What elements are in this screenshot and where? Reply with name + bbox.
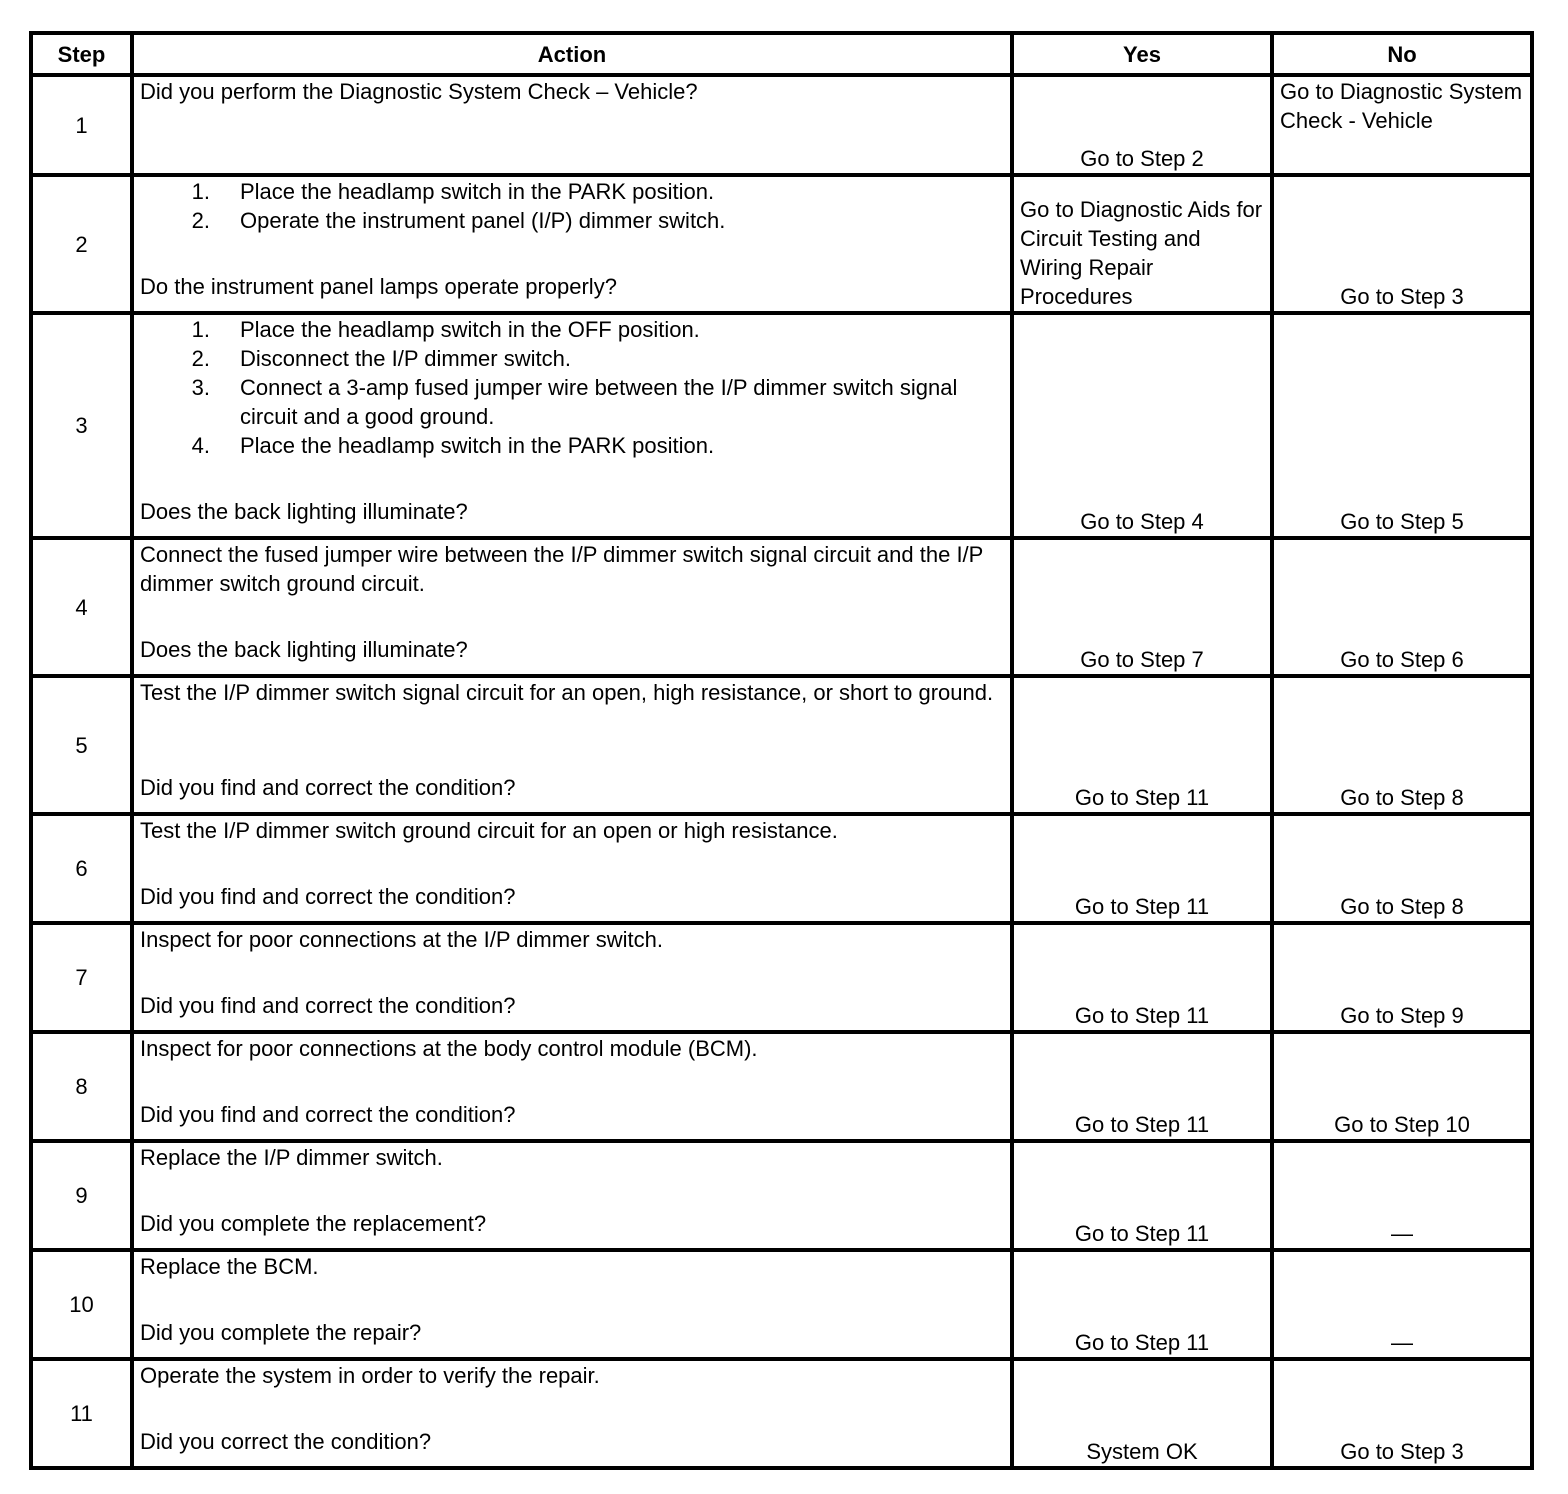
no-cell: Go to Diagnostic System Check - Vehicle (1272, 75, 1532, 175)
action-cell (132, 814, 1012, 923)
table-row (31, 538, 1532, 676)
action-question: Do the instrument panel lamps operate properly? (140, 274, 617, 299)
action-question: Did you complete the repair? (140, 1320, 422, 1345)
yes-cell: Go to Step 2 (1012, 75, 1272, 175)
action-steps (140, 315, 1004, 460)
table-row (31, 923, 1532, 1032)
action-step-item: 3. Connect a 3-amp fused jumper wire between the I/P dimmer switch signal circuit and a good ground. (191, 375, 958, 429)
action-question: Did you correct the condition? (140, 1429, 432, 1454)
action-question: Does the back lighting illuminate? (140, 499, 468, 524)
action-cell (132, 538, 1012, 676)
action-step-item: 2. Operate the instrument panel (I/P) dimmer switch. (191, 208, 726, 233)
no-cell: Go to Step 9 (1272, 923, 1532, 1032)
action-cell (132, 676, 1012, 814)
header-row (31, 33, 1532, 75)
step-number: 10 (31, 1250, 132, 1359)
step-number: 5 (31, 676, 132, 814)
no-cell: Go to Step 3 (1272, 1359, 1532, 1468)
table-row (31, 1250, 1532, 1359)
action-cell (132, 923, 1012, 1032)
action-text: Replace the I/P dimmer switch. (140, 1145, 443, 1170)
action-question: Did you find and correct the condition? (140, 993, 516, 1018)
no-cell: Go to Step 8 (1272, 676, 1532, 814)
step-number: 11 (31, 1359, 132, 1468)
yes-cell: Go to Diagnostic Aids for Circuit Testing and Wiring Repair Procedures (1012, 175, 1272, 313)
step-number: 3 (31, 313, 132, 538)
action-cell (132, 313, 1012, 538)
table-row (31, 676, 1532, 814)
table-row (31, 814, 1532, 923)
action-question: Did you find and correct the condition? (140, 1102, 516, 1127)
action-cell (132, 1359, 1012, 1468)
action-text: Connect the fused jumper wire between the I/P dimmer switch signal circuit and the I/P dimmer switch ground circuit. (140, 542, 983, 596)
action-text: Replace the BCM. (140, 1254, 319, 1279)
table-row (31, 75, 1532, 175)
yes-cell: Go to Step 11 (1012, 1032, 1272, 1141)
step-number: 4 (31, 538, 132, 676)
action-text: Inspect for poor connections at the body control module (BCM). (140, 1036, 758, 1061)
step-number: 2 (31, 175, 132, 313)
action-step-item: 1. Place the headlamp switch in the PARK position. (191, 179, 715, 204)
yes-cell: Go to Step 11 (1012, 1250, 1272, 1359)
action-cell (132, 1141, 1012, 1250)
action-text: Did you perform the Diagnostic System Check – Vehicle? (140, 79, 698, 104)
action-text: Operate the system in order to verify the repair. (140, 1363, 600, 1388)
step-number: 8 (31, 1032, 132, 1141)
table-row (31, 1359, 1532, 1468)
action-step-item: 2. Disconnect the I/P dimmer switch. (191, 346, 571, 371)
action-question: Did you complete the replacement? (140, 1211, 487, 1236)
table-row (31, 175, 1532, 313)
action-step-item: 1. Place the headlamp switch in the OFF position. (191, 317, 700, 342)
no-cell: Go to Step 10 (1272, 1032, 1532, 1141)
action-text: Test the I/P dimmer switch signal circuit for an open, high resistance, or short to ground. (140, 680, 994, 705)
action-steps (140, 177, 1004, 235)
action-step-item: 4. Place the headlamp switch in the PARK position. (191, 433, 715, 458)
step-number: 9 (31, 1141, 132, 1250)
yes-cell: Go to Step 11 (1012, 814, 1272, 923)
header-action: Action (132, 33, 1012, 75)
action-question: Did you find and correct the condition? (140, 884, 516, 909)
yes-cell: Go to Step 7 (1012, 538, 1272, 676)
header-yes: Yes (1012, 33, 1272, 75)
yes-cell: Go to Step 11 (1012, 923, 1272, 1032)
step-number: 7 (31, 923, 132, 1032)
no-cell: — (1272, 1141, 1532, 1250)
step-number: 6 (31, 814, 132, 923)
diagnostic-table (29, 31, 1534, 1470)
header-step: Step (31, 33, 132, 75)
action-text: Inspect for poor connections at the I/P dimmer switch. (140, 927, 663, 952)
action-cell (132, 175, 1012, 313)
table-row (31, 313, 1532, 538)
action-cell (132, 75, 1012, 175)
yes-cell: System OK (1012, 1359, 1272, 1468)
action-cell (132, 1032, 1012, 1141)
yes-cell: Go to Step 4 (1012, 313, 1272, 538)
step-number: 1 (31, 75, 132, 175)
table-row (31, 1032, 1532, 1141)
no-cell: Go to Step 5 (1272, 313, 1532, 538)
no-cell: Go to Step 3 (1272, 175, 1532, 313)
action-question: Did you find and correct the condition? (140, 775, 516, 800)
action-question: Does the back lighting illuminate? (140, 637, 468, 662)
yes-cell: Go to Step 11 (1012, 676, 1272, 814)
no-cell: Go to Step 8 (1272, 814, 1532, 923)
yes-cell: Go to Step 11 (1012, 1141, 1272, 1250)
no-cell: — (1272, 1250, 1532, 1359)
no-cell: Go to Step 6 (1272, 538, 1532, 676)
action-text: Test the I/P dimmer switch ground circuit for an open or high resistance. (140, 818, 838, 843)
table-row (31, 1141, 1532, 1250)
header-no: No (1272, 33, 1532, 75)
action-cell (132, 1250, 1012, 1359)
